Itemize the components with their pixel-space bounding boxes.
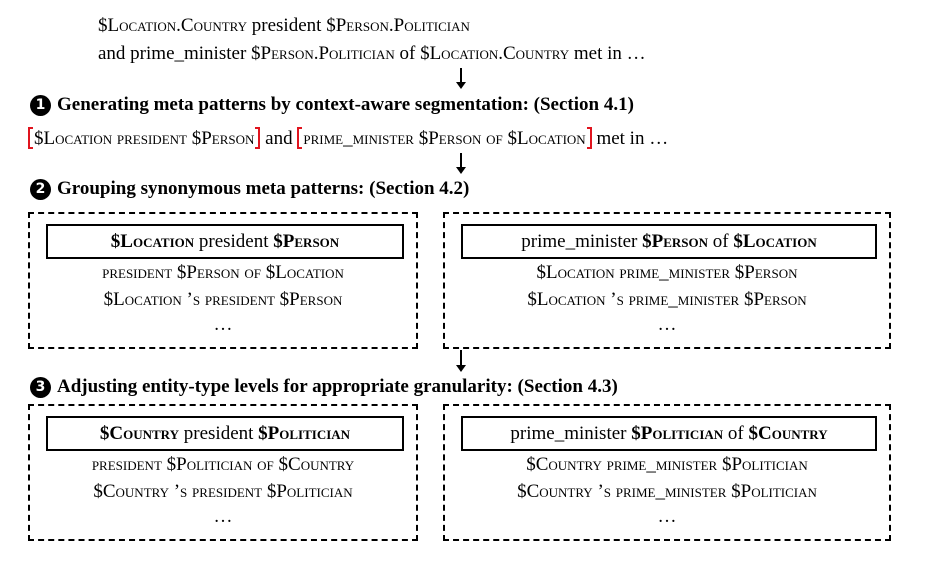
step-2-heading [30, 178, 469, 200]
connector-word: and [265, 128, 293, 149]
granularity-group-country-president [28, 404, 418, 541]
word-token: met in … [573, 43, 646, 64]
ellipsis: … [213, 314, 233, 335]
ellipsis: … [657, 314, 677, 335]
segmented-sentence [28, 127, 668, 150]
step-3-heading [30, 376, 618, 398]
down-arrow-icon [455, 153, 467, 175]
representative-pattern [461, 416, 877, 451]
step-number-badge: 3 [30, 377, 51, 398]
member-pattern: $Country prime_minister $Politician [526, 454, 808, 475]
representative-pattern [46, 416, 404, 451]
sentence-line-1 [98, 15, 470, 37]
entity-token: $Politician [258, 422, 351, 444]
member-pattern: $Location ’s president $Person [103, 289, 343, 310]
word-token: of [708, 230, 734, 252]
step-number-badge: 1 [30, 95, 51, 116]
sentence-line-2 [98, 43, 646, 65]
granularity-group-prime-minister [443, 404, 891, 541]
tail-words: met in … [596, 128, 669, 149]
word-token: president [179, 422, 259, 444]
entity-token: $Person.Politician [251, 43, 395, 64]
entity-token: $Country [99, 422, 180, 444]
segment-open-bracket [28, 127, 33, 149]
word-token: prime_minister [521, 230, 643, 252]
entity-token: $Location.Country [420, 43, 570, 64]
entity-token: $Location.Country [98, 15, 248, 36]
member-pattern: $Country ’s president $Politician [93, 481, 353, 502]
entity-token: $Person [273, 230, 340, 252]
word-token: of [723, 422, 749, 444]
segment-2: prime_minister $Person of $Location [303, 128, 586, 149]
step-1-heading [30, 94, 634, 116]
representative-pattern [461, 224, 877, 259]
step-title: Generating meta patterns by context-aware segmentation: (Section 4.1) [57, 94, 634, 115]
entity-token: $Location [110, 230, 195, 252]
down-arrow-icon [455, 68, 467, 90]
synonym-group-location-president [28, 212, 418, 349]
member-pattern: $Location prime_minister $Person [536, 262, 798, 283]
segment-close-bracket [587, 127, 592, 149]
ellipsis: … [213, 506, 233, 527]
word-token: president [194, 230, 274, 252]
synonym-group-prime-minister [443, 212, 891, 349]
word-token: of [399, 43, 416, 64]
segment-open-bracket [297, 127, 302, 149]
down-arrow-icon [455, 350, 467, 374]
word-token: president [251, 15, 322, 36]
step-title: Grouping synonymous meta patterns: (Section 4.2) [57, 178, 470, 199]
entity-token: $Person.Politician [326, 15, 470, 36]
member-pattern: president $Politician of $Country [91, 454, 355, 475]
segment-1: $Location president $Person [34, 128, 255, 149]
entity-token: $Politician [631, 422, 724, 444]
word-token: prime_minister [510, 422, 632, 444]
step-title: Adjusting entity-type levels for appropriate granularity: (Section 4.3) [57, 376, 618, 397]
member-pattern: president $Person of $Location [102, 262, 344, 283]
step-number-badge: 2 [30, 179, 51, 200]
entity-token: $Person [642, 230, 709, 252]
representative-pattern [46, 224, 404, 259]
entity-token: $Country [748, 422, 828, 444]
member-pattern: $Location ’s prime_minister $Person [527, 289, 807, 310]
entity-token: $Location [733, 230, 817, 252]
word-token: and prime_minister [98, 43, 247, 64]
ellipsis: … [657, 506, 677, 527]
member-pattern: $Country ’s prime_minister $Politician [517, 481, 817, 502]
segment-close-bracket [255, 127, 260, 149]
